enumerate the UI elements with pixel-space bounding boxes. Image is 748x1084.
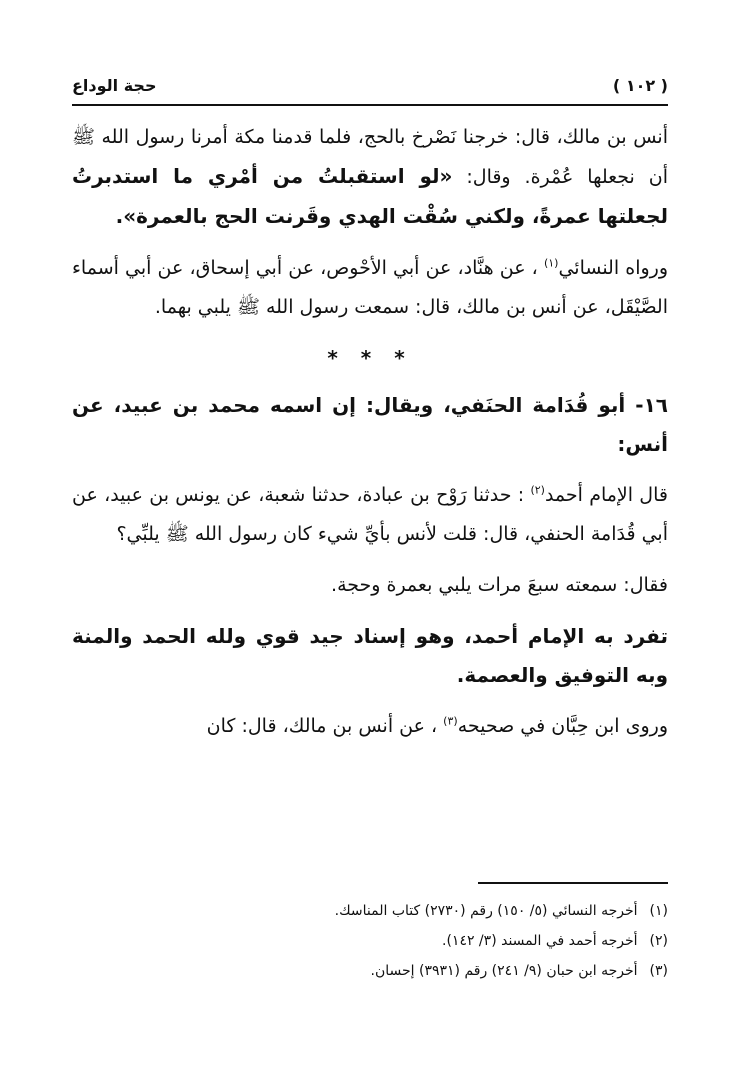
- page-header: [72, 70, 668, 100]
- paragraph-3: [72, 476, 668, 554]
- paragraph-3-start: قال الإمام أحمد: [544, 484, 668, 506]
- footnote-number: (١): [649, 903, 668, 919]
- paragraph-2-end: ، عن هنَّاد، عن أبي الأحْوص، عن أبي إسحاق، عن أبي أسماء الصَّيْقَل، عن أنس بن مالك، قال: سمعت رسول الله ﷺ يلبي بهما.: [72, 257, 668, 318]
- paragraph-6-start: وروى ابن حِبَّان في صحيحه: [457, 715, 668, 737]
- footnote-3: [72, 956, 668, 986]
- paragraph-2: [72, 249, 668, 327]
- paragraph-5: تفرد به الإمام أحمد، وهو إسناد جيد قوي ولله الحمد والمنة وبه التوفيق والعصمة.: [72, 624, 668, 687]
- paragraph-2-start: ورواه النسائي: [558, 257, 668, 279]
- footnote-text: أخرجه النسائي (٥/ ١٥٠) رقم (٢٧٣٠) كتاب المناسك.: [334, 903, 638, 919]
- hadith-quote: «لو استقبلتُ من أمْري ما استدبرتُ لجعلتها عمرةً، ولكني سُقْت الهدي وقَرنت الحج بالعمرة».: [72, 164, 668, 228]
- paragraph-1-text: أنس بن مالك، قال: خرجنا نَصْرخ بالحج، فلما قدمنا مكة أمرنا رسول الله ﷺ أن نجعلها عُمْرة. وقال:: [72, 126, 668, 188]
- paragraph-4: فقال: سمعته سبعَ مرات يلبي بعمرة وحجة.: [331, 574, 668, 596]
- paragraph-6-end: ، عن أنس بن مالك، قال: كان: [206, 715, 438, 737]
- footnote-text: أخرجه ابن حبان (٩/ ٢٤١) رقم (٣٩٣١) إحسان.: [370, 963, 638, 979]
- paragraph-6: [72, 707, 668, 746]
- footnote-ref-1[interactable]: (١): [543, 256, 559, 270]
- footnote-ref-3[interactable]: (٣): [443, 714, 458, 728]
- footnote-rule: [478, 882, 668, 884]
- paragraph-3-end: : حدثنا رَوْح بن عبادة، حدثنا شعبة، عن يونس بن عبيد، عن أبي قُدَامة الحنفي، قال: قلت لأنس بأيِّ شيء كان رسول الله ﷺ يلبِّي؟: [72, 484, 668, 545]
- section-separator: * * *: [327, 346, 413, 370]
- footnote-number: (٢): [649, 933, 668, 949]
- footnote-number: (٣): [649, 963, 668, 979]
- page-number: ( ١٠٢ ): [612, 75, 668, 95]
- footnote-ref-2[interactable]: (٢): [530, 483, 545, 497]
- footnote-2: [72, 926, 668, 956]
- running-title: حجة الوداع: [72, 75, 157, 95]
- paragraph-1: [72, 118, 668, 237]
- section-heading: ١٦- أبو قُدَامة الحنَفي، ويقال: إن اسمه محمد بن عبيد، عن أنس:: [72, 393, 668, 456]
- footnote-1: [72, 896, 668, 926]
- header-rule: [72, 104, 668, 106]
- footnotes: [72, 896, 668, 986]
- main-text: [72, 118, 668, 758]
- footnote-text: أخرجه أحمد في المسند (٣/ ١٤٢).: [442, 933, 638, 949]
